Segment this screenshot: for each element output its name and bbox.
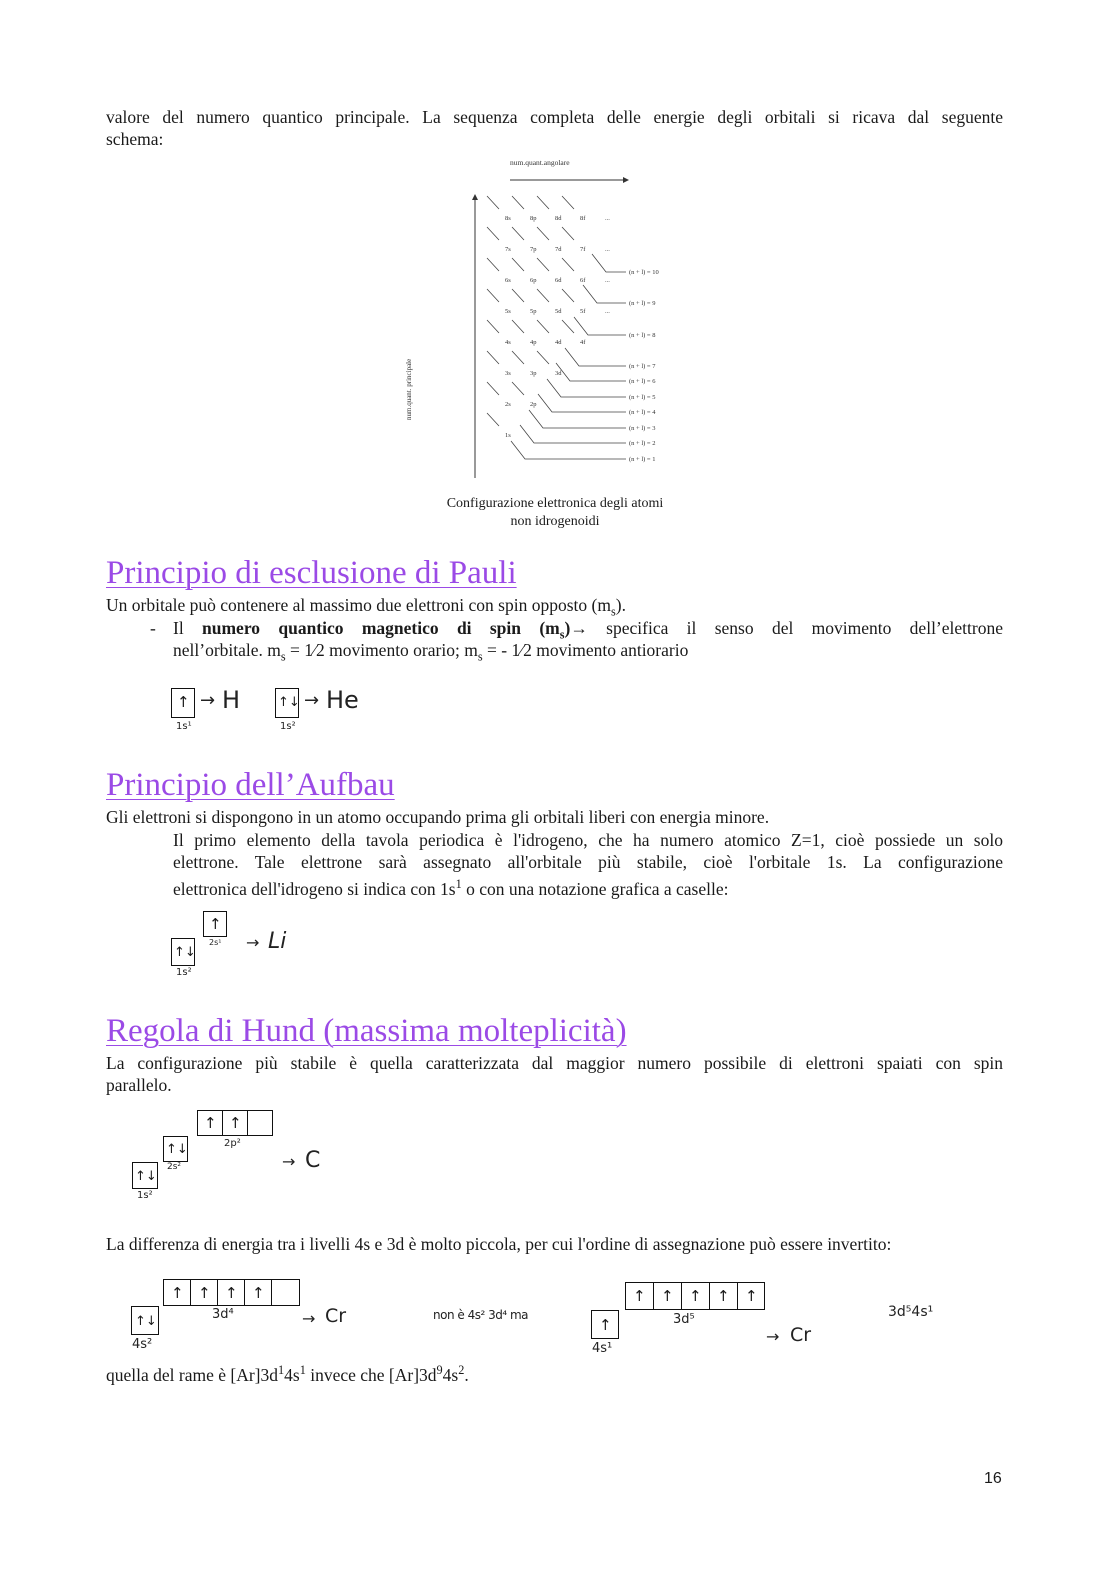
arrow-he: →	[304, 690, 320, 711]
orbital-label: 3p	[530, 370, 537, 377]
element-cr1: Cr	[325, 1305, 347, 1327]
nl-label: (n + l) = 4	[629, 409, 656, 416]
hund-line-2: parallelo.	[106, 1075, 172, 1095]
orbital-label: 6f	[580, 277, 586, 284]
cr2-3d-box-2: ↑	[653, 1282, 682, 1310]
nl-label: (n + l) = 5	[629, 394, 656, 401]
label-cr2-4s: 4s¹	[592, 1341, 613, 1356]
nl-label: (n + l) = 7	[629, 363, 656, 370]
orbital-diagonal-arrow	[512, 320, 524, 333]
orbital-diagonal-arrow	[512, 382, 524, 395]
orbital-diagonal-arrow	[537, 320, 549, 333]
orbital-boxes-cr-3d-wrong	[163, 1279, 300, 1306]
orbital-diagonal-arrow	[512, 351, 524, 364]
orbital-diagonal-arrow	[487, 289, 499, 302]
orbital-label: 4d	[555, 339, 562, 346]
label-cr1-3d: 3d⁴	[212, 1307, 234, 1322]
orbital-boxes-c-2p	[197, 1110, 273, 1136]
orbital-label: 7p	[530, 246, 537, 253]
orbital-label: 4p	[530, 339, 537, 346]
orbital-diagonal-arrow	[512, 289, 524, 302]
chromium-text: La differenza di energia tra i livelli 4s e 3d è molto piccola, per cui l'ordine di assegnazione può essere invertito:	[106, 1234, 892, 1254]
orbital-boxes-cr-3d-correct	[625, 1282, 765, 1310]
orbital-energy-diagram	[440, 150, 680, 500]
orbital-label: 7f	[580, 246, 586, 253]
orbital-box-cr2-4s: ↑	[591, 1310, 619, 1339]
bullet-pre: Il	[173, 618, 203, 638]
page-number: 16	[984, 1470, 1002, 1487]
orbital-box-h-1s: ↑	[171, 688, 195, 718]
label-h-1s: 1s¹	[176, 721, 192, 732]
cr2-3d-box-4: ↑	[709, 1282, 738, 1310]
nl-leader-line	[547, 379, 626, 397]
arrow-cr1: →	[302, 1309, 316, 1328]
cr1-3d-box-1: ↑	[163, 1279, 191, 1306]
orbital-diagonal-arrow	[487, 320, 499, 333]
nl-leader-line	[583, 285, 626, 303]
orbital-diagonal-arrow	[562, 227, 574, 240]
nl-leader-line	[565, 348, 626, 366]
orbital-box-c-2p-1: ↑	[197, 1110, 223, 1136]
orbital-box-he-1s: ↑↓	[275, 688, 299, 718]
label-he-1s: 1s²	[280, 721, 296, 732]
copper-line: quella del rame è $[Ar]3d^14s^1$ invece che $[Ar]3d^94s^2$.	[106, 1363, 469, 1385]
arrow-c: →	[282, 1152, 296, 1171]
hund-line-1: La configurazione più stabile è quella caratterizzata dal maggior numero possibile di elettroni spaiati con spin	[106, 1053, 1003, 1073]
orbital-label: 8f	[580, 215, 586, 222]
orbital-label: 2p	[530, 401, 537, 408]
nl-label: (n + l) = 6	[629, 378, 656, 385]
heading-hund: Regola di Hund (massima molteplicità)	[106, 1013, 627, 1049]
orbital-diagonal-arrow	[512, 227, 524, 240]
arrow-cr2: →	[766, 1327, 780, 1346]
orbital-box-c-2p-3	[247, 1110, 273, 1136]
cr2-3d-box-1: ↑	[625, 1282, 654, 1310]
diagonal-lines	[487, 196, 626, 459]
arrow-h: →	[200, 690, 216, 711]
orbital-diagonal-arrow	[562, 320, 574, 333]
label-cr1-4s: 4s²	[132, 1337, 153, 1352]
orbital-label: ...	[605, 308, 610, 315]
cr2-3d-box-5: ↑	[737, 1282, 765, 1310]
orbital-diagonal-arrow	[512, 196, 524, 209]
element-h: H	[222, 686, 241, 714]
orbital-label: 7d	[555, 246, 562, 253]
orbital-label: ...	[605, 277, 610, 284]
nl-leader-line	[592, 254, 626, 272]
orbital-label: 3d	[555, 370, 562, 377]
orbital-diagram-svg	[440, 150, 680, 500]
cr1-3d-box-4: ↑	[244, 1279, 272, 1306]
orbital-diagonal-arrow	[512, 258, 524, 271]
orbital-box-li-2s: ↑	[203, 911, 227, 937]
pauli-intro-end: ).	[615, 595, 626, 615]
orbital-diagonal-arrow	[562, 289, 574, 302]
bullet-rest: specifica il senso del movimento dell’elettrone	[587, 618, 1003, 638]
orbital-label: 5s	[505, 308, 511, 315]
heading-aufbau: Principio dell’Aufbau	[106, 767, 395, 803]
bullet-bold: numero quantico magnetico di spin $(m_s)\to$	[202, 618, 588, 642]
orbital-label: 8s	[505, 215, 511, 222]
orbital-box-cr1-4s: ↑↓	[131, 1306, 159, 1335]
orbital-label: 5f	[580, 308, 586, 315]
orbital-diagonal-arrow	[487, 227, 499, 240]
orbital-label: 2s	[505, 401, 511, 408]
orbital-diagonal-arrow	[562, 258, 574, 271]
orbital-labels	[505, 215, 659, 463]
orbital-diagonal-arrow	[537, 196, 549, 209]
orbital-diagonal-arrow	[537, 227, 549, 240]
label-c-2p: 2p²	[224, 1138, 241, 1149]
orbital-label: 8d	[555, 215, 562, 222]
orbital-label: 6d	[555, 277, 562, 284]
cr1-3d-box-5	[271, 1279, 300, 1306]
orbital-label: 7s	[505, 246, 511, 253]
chromium-note-2: 3d⁵4s¹	[888, 1304, 934, 1320]
orbital-diagonal-arrow	[487, 351, 499, 364]
orbital-label: 4f	[580, 339, 586, 346]
nl-label: (n + l) = 8	[629, 332, 656, 339]
nl-label: (n + l) = 2	[629, 440, 656, 447]
label-c-1s: 1s²	[137, 1190, 153, 1201]
chromium-note: non è 4s² 3d⁴ ma	[433, 1308, 528, 1322]
arrow-li: →	[246, 933, 260, 952]
label-li-1s: 1s²	[176, 967, 192, 978]
orbital-diagonal-arrow	[487, 413, 499, 426]
element-li: Li	[268, 929, 287, 954]
cr1-3d-box-3: ↑	[217, 1279, 245, 1306]
bullet-dash: -	[150, 618, 156, 638]
pauli-intro-sub: s	[610, 604, 616, 619]
nl-label: (n + l) = 1	[629, 456, 656, 463]
aufbau-line-1: Gli elettroni si dispongono in un atomo occupando prima gli orbitali liberi con energia minore.	[106, 807, 770, 827]
nl-label: (n + l) = 10	[629, 269, 659, 276]
cr1-3d-box-2: ↑	[190, 1279, 218, 1306]
intro-line-2: schema:	[106, 129, 164, 149]
orbital-diagonal-arrow	[562, 196, 574, 209]
intro-line-1: valore del numero quantico principale. La sequenza completa delle energie degli orbitali si ricava dal seguente	[106, 107, 1003, 127]
aufbau-para-3: elettronica dell'idrogeno si indica con $1s^1$ o con una notazione grafica a caselle:	[173, 877, 729, 899]
label-c-2s: 2s²	[167, 1162, 182, 1172]
orbital-label: 3s	[505, 370, 511, 377]
cr2-3d-box-3: ↑	[681, 1282, 710, 1310]
label-li-2s: 2s¹	[209, 938, 222, 947]
diagram-caption	[420, 495, 690, 531]
nl-leader-line	[529, 410, 626, 428]
orbital-box-c-2p-2: ↑	[222, 1110, 248, 1136]
orbital-box-li-1s: ↑↓	[171, 938, 195, 966]
orbital-diagonal-arrow	[487, 258, 499, 271]
orbital-diagonal-arrow	[537, 351, 549, 364]
caption-line-2: non idrogenoidi	[510, 514, 600, 529]
nl-label: (n + l) = 3	[629, 425, 656, 432]
orbital-diagonal-arrow	[537, 289, 549, 302]
element-he: He	[326, 686, 359, 714]
orbital-box-c-2s: ↑↓	[163, 1136, 188, 1162]
nl-leader-line	[574, 317, 626, 335]
orbital-label: 6p	[530, 277, 537, 284]
orbital-label: 5d	[555, 308, 562, 315]
nl-leader-line	[511, 441, 626, 459]
aufbau-para-1: Il primo elemento della tavola periodica è l'idrogeno, che ha numero atomico Z=1, cioè possiede un solo	[173, 830, 1003, 850]
orbital-diagonal-arrow	[537, 258, 549, 271]
orbital-label: 8p	[530, 215, 537, 222]
y-axis-label: num.quant. principale	[405, 358, 413, 420]
orbital-label: ...	[605, 215, 610, 222]
orbital-box-c-1s: ↑↓	[132, 1162, 158, 1189]
pauli-bullet-line-2: nell’orbitale. $m_s$ = 1⁄2 movimento orario; $m_s$ = - 1⁄2 movimento antiorario	[173, 640, 689, 664]
orbital-diagonal-arrow	[487, 196, 499, 209]
orbital-label: 6s	[505, 277, 511, 284]
heading-pauli: Principio di esclusione di Pauli	[106, 555, 517, 591]
x-axis-label: num.quant.angolare	[510, 158, 570, 167]
orbital-diagonal-arrow	[487, 382, 499, 395]
orbital-label: 5p	[530, 308, 537, 315]
caption-line-1: Configurazione elettronica degli atomi	[446, 496, 664, 511]
element-cr2: Cr	[790, 1324, 812, 1346]
pauli-intro-text: Un orbitale può contenere al massimo due elettroni con spin opposto (m	[106, 595, 611, 615]
element-c: C	[305, 1148, 321, 1173]
aufbau-para-2: elettrone. Tale elettrone sarà assegnato all'orbitale più stabile, cioè l'orbitale 1s. La configurazione	[173, 852, 1003, 872]
label-cr2-3d: 3d⁵	[673, 1312, 695, 1327]
orbital-label: 1s	[505, 432, 511, 439]
orbital-label: ...	[605, 246, 610, 253]
nl-label: (n + l) = 9	[629, 300, 656, 307]
orbital-label: 4s	[505, 339, 511, 346]
